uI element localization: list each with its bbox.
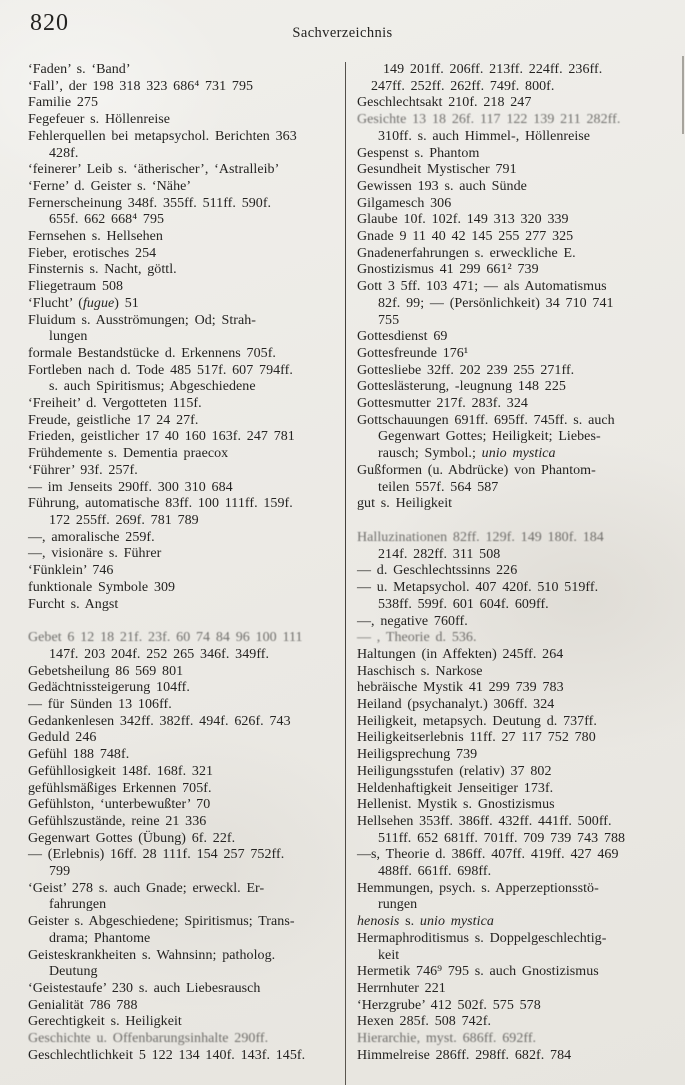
index-entry-line: Gebetsheilung 86 569 801 <box>28 663 184 679</box>
index-entry-line: ‘Fall’, der 198 318 323 686⁴ 731 795 <box>28 78 254 94</box>
index-entry <box>28 781 345 798</box>
index-entry <box>357 814 679 847</box>
index-entry <box>357 781 679 798</box>
index-entry-line: Hellenist. Mystik s. Gnostizismus <box>357 797 555 813</box>
index-entry-line: Gefühlston, ‘unterbewußter’ 70 <box>28 797 211 813</box>
index-entry <box>28 847 345 880</box>
index-entry <box>357 196 679 213</box>
index-entry <box>28 179 345 196</box>
index-entry <box>357 146 679 163</box>
index-entry <box>28 714 345 731</box>
index-entry-line: Herrnhuter 221 <box>357 980 446 996</box>
index-entry <box>357 964 679 981</box>
index-entry <box>28 730 345 747</box>
index-entry-line: Heiland (psychanalyt.) 306ff. 324 <box>357 697 555 713</box>
index-entry-line: Deutung <box>49 964 98 980</box>
index-entry-line: Freude, geistliche 17 24 27f. <box>28 412 199 428</box>
index-entry-line: — (Erlebnis) 16ff. 28 111f. 154 257 752ff. <box>28 847 285 863</box>
index-entry <box>357 530 679 563</box>
index-entry-line: 511ff. 652 681ff. 701ff. 709 739 743 788 <box>378 830 626 846</box>
index-entry-line: Gesundheit Mystischer 791 <box>357 162 517 178</box>
index-entry-line: Fernerscheinung 348f. 355ff. 511ff. 590f. <box>28 195 272 211</box>
index-entry-line: Heiligkeitserlebnis 11ff. 27 117 752 780 <box>357 730 596 746</box>
index-entry-line: teilen 557f. 564 587 <box>378 479 499 495</box>
index-entry <box>357 329 679 346</box>
index-entry-line: Gottschauungen 691ff. 695ff. 745ff. s. auch <box>357 412 615 428</box>
index-entry-line: funktionale Symbole 309 <box>28 579 176 595</box>
index-entry-line: Hemmungen, psych. s. Apperzeptionsstö- <box>357 880 599 896</box>
index-entry-line: Geschlechtsakt 210f. 218 247 <box>357 95 532 111</box>
index-entry <box>28 62 345 79</box>
index-entry <box>28 480 345 497</box>
index-entry <box>28 530 345 547</box>
index-entry-line: Gotteslästerung, -leugnung 148 225 <box>357 379 566 395</box>
index-entry <box>28 563 345 580</box>
index-entry <box>357 797 679 814</box>
index-entry <box>357 246 679 263</box>
index-entry-line: Geduld 246 <box>28 730 97 746</box>
index-entry <box>28 680 345 697</box>
index-entry-line: Gottesmutter 217f. 283f. 324 <box>357 396 528 412</box>
scan-artifact <box>682 56 684 134</box>
index-entry-line: Fliegetraum 508 <box>28 279 124 295</box>
index-column-right <box>346 62 679 1085</box>
index-entry-line: —, amoralische 259f. <box>28 529 155 545</box>
index-entry-line: ‘feinerer’ Leib s. ‘ätherischer’, ‘Astralleib’ <box>28 162 280 178</box>
index-entry <box>28 129 345 162</box>
index-entry <box>357 379 679 396</box>
index-entry <box>357 697 679 714</box>
index-entry <box>28 112 345 129</box>
index-entry-line: Geister s. Abgeschiedene; Spiritismus; Trans- <box>28 914 295 930</box>
index-entry-line: 488ff. 661ff. 698ff. <box>378 864 492 880</box>
index-entry-line: 147f. 203 204f. 252 265 346f. 349ff. <box>49 646 270 662</box>
index-entry-line: hebräische Mystik 41 299 739 783 <box>357 680 564 696</box>
index-entry <box>357 212 679 229</box>
index-entry <box>357 563 679 580</box>
index-entry <box>357 914 679 931</box>
index-entry-line: 247ff. 252ff. 262ff. 749f. 800f. <box>371 78 555 94</box>
index-entry <box>28 1014 345 1031</box>
index-entry-line: Geschichte u. Offenbarungsinhalte 290ff. <box>28 1031 269 1047</box>
index-entry-line: drama; Phantome <box>49 930 151 946</box>
index-entry <box>357 95 679 112</box>
index-entry-line: Glaube 10f. 102f. 149 313 320 339 <box>357 212 569 228</box>
index-entry-line: Haschisch s. Narkose <box>357 663 483 679</box>
index-entry-line: Gesichte 13 18 26f. 117 122 139 211 282ff. <box>357 112 621 128</box>
index-entry <box>28 429 345 446</box>
index-entry <box>28 79 345 96</box>
index-entry <box>357 162 679 179</box>
index-entry-line: Heiligkeit, metapsych. Deutung d. 737ff. <box>357 713 597 729</box>
index-entry <box>28 229 345 246</box>
index-entry-line: Heldenhaftigkeit Jenseitiger 173f. <box>357 780 554 796</box>
index-entry-line: Gegenwart Gottes; Heiligkeit; Liebes- <box>378 429 601 445</box>
index-entry-line: Fortleben nach d. Tode 485 517f. 607 794ff. <box>28 362 293 378</box>
index-entry-line: Hierarchie, myst. 686ff. 692ff. <box>357 1031 537 1047</box>
index-entry-line: Genialität 786 788 <box>28 997 138 1013</box>
index-entry <box>28 313 345 346</box>
index-entry-line: henosis s. unio mystica <box>357 914 494 930</box>
index-entry-line: Gottesliebe 32ff. 202 239 255 271ff. <box>357 362 575 378</box>
index-entry-line: Hellsehen 353ff. 386ff. 432ff. 441ff. 500ff. <box>357 813 612 829</box>
index-entry <box>357 112 679 145</box>
index-entry-line: Geschlechtlichkeit 5 122 134 140f. 143f. 145f. <box>28 1047 306 1063</box>
index-entry <box>357 998 679 1015</box>
index-entry <box>28 296 345 313</box>
index-entry <box>357 847 679 880</box>
index-entry <box>28 363 345 396</box>
index-entry-line: Frieden, geistlicher 17 40 160 163f. 247 781 <box>28 429 295 445</box>
index-entry-line: Fieber, erotisches 254 <box>28 245 157 261</box>
index-entry <box>28 697 345 714</box>
index-entry <box>28 747 345 764</box>
index-entry <box>28 814 345 831</box>
index-entry-line: 149 201ff. 206ff. 213ff. 224ff. 236ff. <box>383 62 603 77</box>
index-entry <box>28 1031 345 1048</box>
index-entry <box>357 580 679 613</box>
index-entry-line: —, negative 760ff. <box>357 613 468 629</box>
index-entry-line: gefühlsmäßiges Erkennen 705f. <box>28 780 212 796</box>
index-entry-line: s. auch Spiritismus; Abgeschiedene <box>49 379 256 395</box>
index-entry <box>28 948 345 981</box>
index-entry <box>28 881 345 914</box>
index-entry-line: Frühdemente s. Dementia praecox <box>28 446 229 462</box>
index-entry <box>28 196 345 229</box>
index-entry-line: ‘Ferne’ d. Geister s. ‘Nähe’ <box>28 178 192 194</box>
index-entry <box>357 363 679 380</box>
index-entry <box>357 62 679 95</box>
index-entry <box>28 95 345 112</box>
index-entry <box>28 413 345 430</box>
index-columns <box>28 62 679 1085</box>
index-entry <box>28 546 345 563</box>
index-entry-line: Gottesdienst 69 <box>357 329 448 345</box>
index-entry <box>357 614 679 631</box>
index-entry <box>357 931 679 964</box>
index-entry <box>28 630 345 663</box>
index-entry <box>28 797 345 814</box>
index-entry-line: ‘Faden’ s. ‘Band’ <box>28 62 131 77</box>
index-entry <box>357 647 679 664</box>
index-entry-line: Gedächtnissteigerung 104ff. <box>28 680 190 696</box>
index-entry-line: ‘Fünklein’ 746 <box>28 563 114 579</box>
index-entry <box>28 463 345 480</box>
index-entry-line: ‘Führer’ 93f. 257f. <box>28 462 138 478</box>
index-entry-line: ‘Freiheit’ d. Vergotteten 115f. <box>28 396 202 412</box>
index-entry-line: 310ff. s. auch Himmel-, Höllenreise <box>378 128 591 144</box>
running-title: Sachverzeichnis <box>292 25 393 41</box>
index-entry <box>357 1031 679 1048</box>
index-entry <box>357 747 679 764</box>
index-entry <box>357 229 679 246</box>
index-entry <box>357 396 679 413</box>
index-entry-line: ‘Flucht’ (fugue) 51 <box>28 295 139 311</box>
index-entry-line: Fernsehen s. Hellsehen <box>28 229 163 245</box>
index-entry-line: Gnostizismus 41 299 661² 739 <box>357 262 539 278</box>
index-entry-line: rungen <box>378 897 418 913</box>
index-entry-line: Gespenst s. Phantom <box>357 145 480 161</box>
index-entry <box>357 413 679 463</box>
index-entry-line: Gefühl 188 748f. <box>28 747 130 763</box>
index-entry <box>28 664 345 681</box>
index-entry-line: 655f. 662 668⁴ 795 <box>49 212 165 228</box>
index-entry <box>28 580 345 597</box>
index-entry-line: keit <box>378 947 400 963</box>
index-entry <box>28 998 345 1015</box>
index-column-left <box>28 62 345 1085</box>
index-entry-line: Gegenwart Gottes (Übung) 6f. 22f. <box>28 830 236 846</box>
index-entry <box>28 346 345 363</box>
index-entry <box>357 664 679 681</box>
index-entry <box>357 1048 679 1065</box>
index-entry <box>357 179 679 196</box>
index-entry-line: 428f. <box>49 145 79 161</box>
index-entry-line: 755 <box>378 312 400 328</box>
index-entry-line: Gott 3 5ff. 103 471; — als Automatismus <box>357 279 607 295</box>
index-entry-line: 799 <box>49 864 71 880</box>
index-entry-line: ‘Herzgrube’ 412 502f. 575 578 <box>357 997 541 1013</box>
index-entry <box>28 981 345 998</box>
index-entry-line: 82f. 99; — (Persönlichkeit) 34 710 741 <box>378 295 614 311</box>
index-entry-line: Gottesfreunde 176¹ <box>357 345 469 361</box>
index-entry <box>357 279 679 329</box>
index-entry-line: Haltungen (in Affekten) 245ff. 264 <box>357 646 564 662</box>
index-entry-line: — für Sünden 13 106ff. <box>28 697 172 713</box>
index-entry-line: —, visionäre s. Führer <box>28 546 162 562</box>
index-entry <box>28 496 345 529</box>
index-entry-line: 538ff. 599f. 601 604f. 609ff. <box>378 596 549 612</box>
index-entry-line: Geisteskrankheiten s. Wahnsinn; patholog. <box>28 947 276 963</box>
index-entry-line: — u. Metapsychol. 407 420f. 510 519ff. <box>357 580 599 596</box>
index-entry <box>28 597 345 614</box>
index-entry-line: rausch; Symbol.; unio mystica <box>378 446 556 462</box>
index-entry-line: Gedankenlesen 342ff. 382ff. 494f. 626f. 743 <box>28 713 291 729</box>
index-entry-line: Gußformen (u. Abdrücke) von Phantom- <box>357 462 596 478</box>
index-entry <box>28 279 345 296</box>
index-entry-line: Führung, automatische 83ff. 100 111ff. 159f. <box>28 496 293 512</box>
index-entry-line: — , Theorie d. 536. <box>357 630 477 646</box>
index-entry-line: formale Bestandstücke d. Erkennens 705f. <box>28 345 276 361</box>
index-entry-line: Himmelreise 286ff. 298ff. 682f. 784 <box>357 1047 572 1063</box>
index-entry-line: 172 255ff. 269f. 781 789 <box>49 512 199 528</box>
index-entry-line: Fluidum s. Ausströmungen; Od; Strah- <box>28 312 256 328</box>
index-entry-line: Heiligsprechung 739 <box>357 747 478 763</box>
index-entry-line: 214f. 282ff. 311 508 <box>378 546 501 562</box>
index-entry <box>357 463 679 496</box>
index-entry-line: —s, Theorie d. 386ff. 407ff. 419ff. 427 469 <box>357 847 619 863</box>
index-entry-line: Hermetik 746⁹ 795 s. auch Gnostizismus <box>357 964 599 980</box>
index-entry-line: ‘Geistestaufe’ 230 s. auch Liebesrausch <box>28 980 261 996</box>
index-entry-line: — d. Geschlechtssinns 226 <box>357 563 518 579</box>
index-entry-line: Finsternis s. Nacht, göttl. <box>28 262 177 278</box>
index-entry <box>357 881 679 914</box>
index-entry-line: Gnade 9 11 40 42 145 255 277 325 <box>357 229 574 245</box>
index-entry-line: — im Jenseits 290ff. 300 310 684 <box>28 479 233 495</box>
index-entry <box>357 730 679 747</box>
index-entry-line: Gilgamesch 306 <box>357 195 452 211</box>
index-entry-line: Hermaphroditismus s. Doppelgeschlechtig- <box>357 930 607 946</box>
index-entry-line: Gnadenerfahrungen s. erweckliche E. <box>357 245 576 261</box>
index-entry <box>28 246 345 263</box>
index-entry <box>357 981 679 998</box>
index-entry-line: fahrungen <box>49 897 107 913</box>
index-entry <box>357 714 679 731</box>
index-entry <box>357 764 679 781</box>
index-entry-line: Fehlerquellen bei metapsychol. Berichten 363 <box>28 128 297 144</box>
index-entry-line: Gefühllosigkeit 148f. 168f. 321 <box>28 763 214 779</box>
index-entry-line: gut s. Heiligkeit <box>357 496 453 512</box>
index-entry-line: Furcht s. Angst <box>28 596 119 612</box>
index-entry-line: ‘Geist’ 278 s. auch Gnade; erweckl. Er- <box>28 880 265 896</box>
index-entry-line: Gebet 6 12 18 21f. 23f. 60 74 84 96 100 111 <box>28 630 303 646</box>
index-entry <box>28 1048 345 1065</box>
index-entry <box>357 1014 679 1031</box>
index-entry-line: Gerechtigkeit s. Heiligkeit <box>28 1014 182 1030</box>
index-entry <box>357 680 679 697</box>
index-entry-line: Heiligungsstufen (relativ) 37 802 <box>357 763 552 779</box>
index-entry <box>28 764 345 781</box>
index-entry <box>28 446 345 463</box>
index-entry <box>28 162 345 179</box>
index-entry <box>28 831 345 848</box>
index-entry-line: Hexen 285f. 508 742f. <box>357 1014 492 1030</box>
index-entry <box>357 262 679 279</box>
index-entry <box>357 346 679 363</box>
index-entry <box>28 914 345 947</box>
index-entry <box>357 630 679 647</box>
index-entry-line: Familie 275 <box>28 95 99 111</box>
index-entry <box>28 396 345 413</box>
page-number: 820 <box>30 10 69 36</box>
index-entry <box>28 262 345 279</box>
index-entry-line: Fegefeuer s. Höllenreise <box>28 112 171 128</box>
index-entry-line: Gefühlszustände, reine 21 336 <box>28 813 207 829</box>
index-entry-line: Halluzinationen 82ff. 129f. 149 180f. 184 <box>357 529 604 545</box>
index-entry-line: Gewissen 193 s. auch Sünde <box>357 178 527 194</box>
index-entry-line: lungen <box>49 329 88 345</box>
index-entry <box>357 496 679 513</box>
